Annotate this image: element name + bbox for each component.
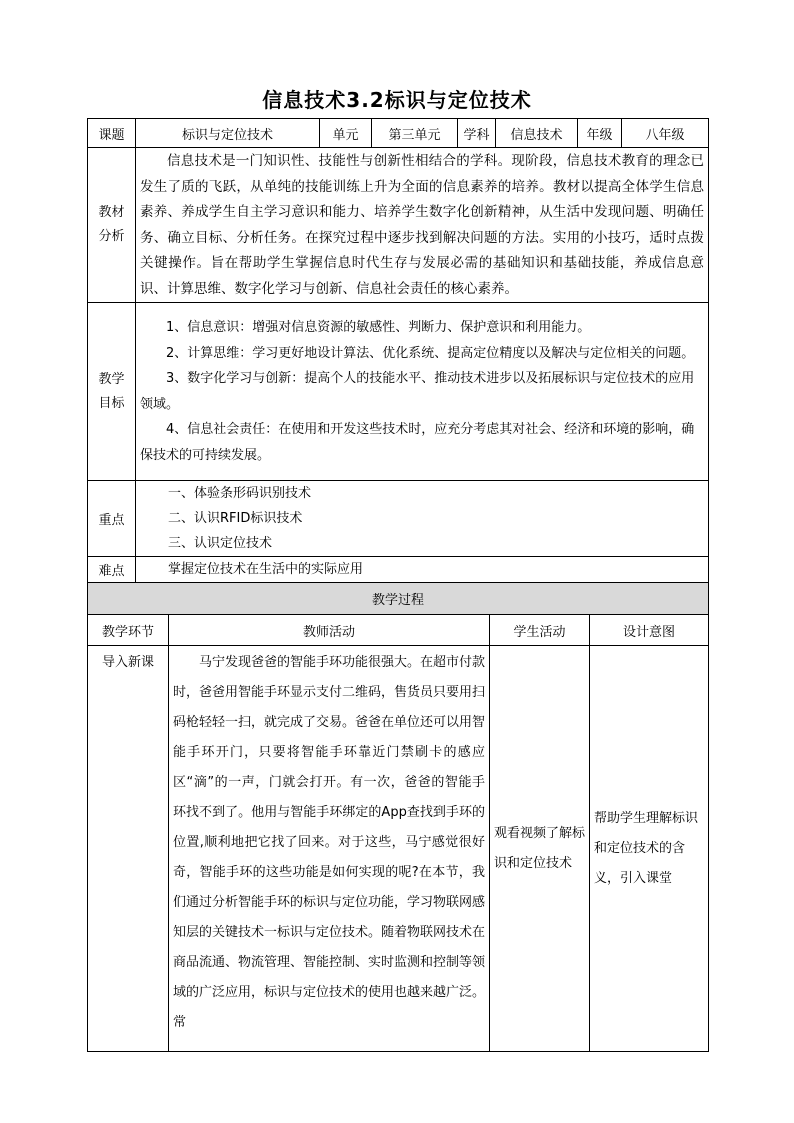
header-row <box>88 119 709 148</box>
teaching-process-table <box>87 582 709 1052</box>
process-heading-row <box>88 583 709 615</box>
difficulty-label: 难点 <box>88 557 136 583</box>
key-point-item: 三、认识定位技术 <box>168 536 273 551</box>
lesson-info-table <box>87 118 709 583</box>
stage-text: 导入新课 <box>101 655 154 670</box>
student-activity-text: 观看视频了解标识和定位技术 <box>494 825 586 871</box>
column-header-stage: 教学环节 <box>88 615 169 646</box>
design-intent-text: 帮助学生理解标识和定位技术的含义，引入课堂 <box>594 810 699 886</box>
key-point-item: 二、认识RFID标识技术 <box>168 511 303 526</box>
column-header-student: 学生活动 <box>490 615 590 646</box>
analysis-content <box>136 148 709 303</box>
grade-label: 年级 <box>578 119 622 148</box>
topic-label: 课题 <box>88 119 136 148</box>
analysis-text: 信息技术是一门知识性、技能性与创新性相结合的学科。现阶段，信息技术教育的理念已发生了质的飞跃，从单纯的技能训练上升为全面的信息素养的培养。教材以提高全体学生信息素养、养成学生自主学习意识和能力、培养学生数字化创新精神，从生活中发现问题、明确任务、确立目标、分析任务。在探究过程中逐步找到解决问题的方法。实用的小技巧，适时点拨关键操作。旨在帮助学生掌握信息时代生存与发展必需的基础知识和基础技能，养成信息意识、计算思维、数字化学习与创新、信息社会责任的核心素养。 <box>140 153 704 297</box>
goal-item: 2、计算思维：学习更好地设计算法、优化系统、提高定位精度以及解决与定位相关的问题。 <box>166 345 695 361</box>
key-points-content <box>136 481 709 557</box>
document-title: 信息技术3.2标识与定位技术 <box>262 88 532 112</box>
topic-value: 标识与定位技术 <box>136 119 320 148</box>
student-activity-cell <box>490 646 590 1052</box>
subject-value: 信息技术 <box>496 119 578 148</box>
goal-item: 1、信息意识：增强对信息资源的敏感性、判断力、保护意识和利用能力。 <box>166 320 591 335</box>
goal-item: 4、信息社会责任：在使用和开发这些技术时，应充分考虑其对社会、经济和环境的影响，确保技术的可持续发展。 <box>140 422 695 463</box>
key-point-item: 一、体验条形码识别技术 <box>168 486 312 501</box>
key-points-label: 重点 <box>88 481 136 557</box>
process-heading: 教学过程 <box>88 583 709 615</box>
goals-content <box>136 303 709 481</box>
table-row <box>88 646 709 1052</box>
subject-label: 学科 <box>458 119 496 148</box>
analysis-label <box>88 148 136 303</box>
goals-label-line1: 教学 <box>98 371 125 387</box>
teacher-activity-cell <box>169 646 490 1052</box>
difficulty-content <box>136 557 709 583</box>
key-points-row <box>88 481 709 557</box>
unit-value: 第三单元 <box>372 119 458 148</box>
unit-label: 单元 <box>320 119 372 148</box>
column-header-intent: 设计意图 <box>590 615 709 646</box>
goals-row <box>88 303 709 481</box>
teacher-activity-text: 马宁发现爸爸的智能手环功能很强大。在超市付款时，爸爸用智能手环显示支付二维码，售货员只要用扫码枪轻轻一扫，就完成了交易。爸爸在单位还可以用智能手环开门，只要将智能手环靠近门禁刷卡的感应区“滴”的一声，门就会打开。有一次，爸爸的智能手环找不到了。他用与智能手环绑定的App查找到手环的位置,顺利地把它找了回来。对于这些，马宁感觉很好奇，智能手环的这些功能是如何实现的呢?在本节，我们通过分析智能手环的标识与定位功能，学习物联网感知层的关键技术一标识与定位技术。随着物联网技术在商品流通、物流管理、智能控制、实时监测和控制等领域的广泛应用，标识与定位技术的使用也越来越广泛。常 <box>173 655 486 1030</box>
stage-cell <box>88 646 169 1052</box>
goals-label-line2: 目标 <box>98 395 125 411</box>
analysis-row <box>88 148 709 303</box>
process-header-row <box>88 615 709 646</box>
analysis-label-line1: 教材 <box>98 205 125 220</box>
design-intent-cell <box>590 646 709 1052</box>
analysis-label-line2: 分析 <box>98 229 125 244</box>
grade-value: 八年级 <box>622 119 709 148</box>
goals-label <box>88 303 136 481</box>
column-header-teacher: 教师活动 <box>169 615 490 646</box>
difficulty-row <box>88 557 709 583</box>
goal-item: 3、数字化学习与创新：提高个人的技能水平、推动技术进步以及拓展标识与定位技术的应用领域。 <box>140 371 695 412</box>
difficulty-text: 掌握定位技术在生活中的实际应用 <box>168 562 364 577</box>
